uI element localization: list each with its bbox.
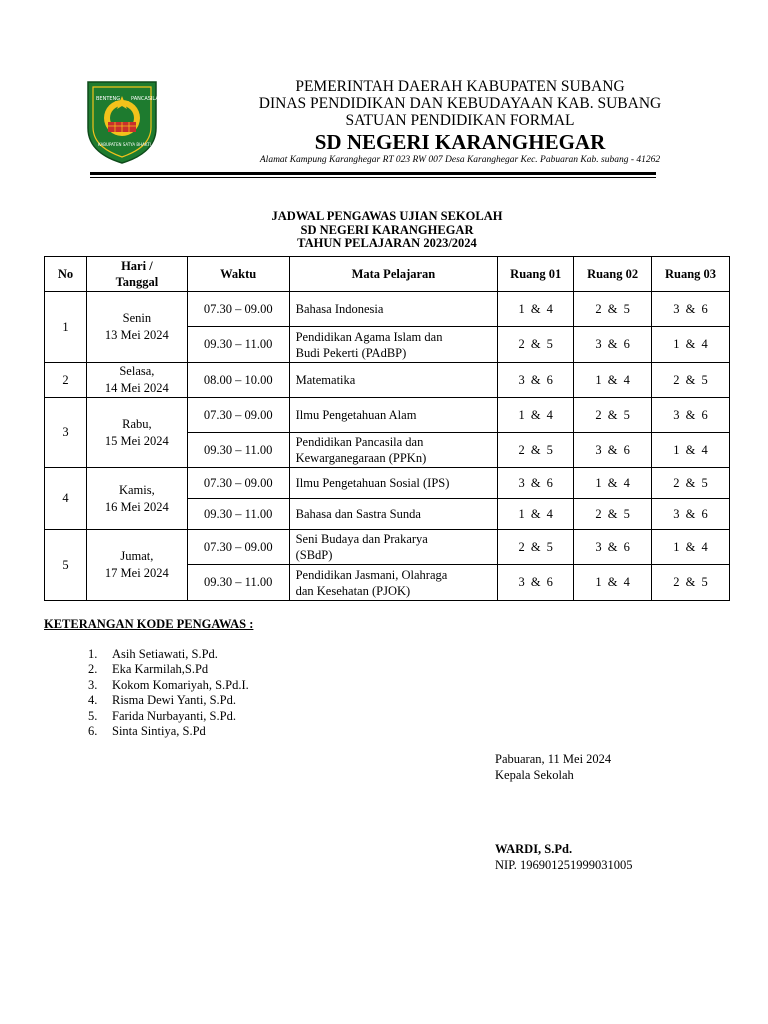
letterhead-divider-thin	[90, 177, 656, 178]
cell-hari-tanggal: Selasa, 14 Mei 2024	[86, 363, 187, 398]
cell-mata-pelajaran: Bahasa dan Sastra Sunda	[289, 499, 498, 530]
list-item-number: 2.	[88, 662, 98, 677]
cell-waktu: 07.30 – 09.00	[187, 468, 289, 499]
cell-waktu: 07.30 – 09.00	[187, 292, 289, 327]
cell-ruang-02: 1 & 4	[574, 565, 652, 601]
list-item-number: 6.	[88, 724, 98, 739]
list-item-name: Risma Dewi Yanti, S.Pd.	[112, 693, 236, 708]
cell-ruang-02: 1 & 4	[574, 363, 652, 398]
svg-text:PANCASILA: PANCASILA	[131, 96, 159, 102]
cell-ruang-01: 3 & 6	[498, 363, 574, 398]
title-line-1: JADWAL PENGAWAS UJIAN SEKOLAH	[271, 209, 503, 223]
cell-hari-tanggal: Rabu, 15 Mei 2024	[86, 398, 187, 468]
cell-mata-pelajaran: Seni Budaya dan Prakarya (SBdP)	[289, 530, 498, 565]
cell-ruang-03: 2 & 5	[652, 363, 730, 398]
cell-waktu: 09.30 – 11.00	[187, 327, 289, 363]
cell-ruang-03: 2 & 5	[652, 565, 730, 601]
table-row	[45, 363, 730, 398]
list-item-number: 1.	[88, 647, 98, 661]
cell-mata-pelajaran: Bahasa Indonesia	[289, 292, 498, 327]
cell-hari-tanggal: Senin 13 Mei 2024	[86, 292, 187, 363]
cell-ruang-02: 3 & 6	[574, 327, 652, 363]
cell-ruang-03: 3 & 6	[652, 398, 730, 433]
letterhead-department: DINAS PENDIDIKAN DAN KEBUDAYAAN KAB. SUBANG	[258, 95, 662, 112]
cell-ruang-02: 2 & 5	[574, 292, 652, 327]
title-line-3: TAHUN PELAJARAN 2023/2024	[297, 236, 477, 250]
cell-ruang-02: 1 & 4	[574, 468, 652, 499]
table-row	[45, 292, 730, 327]
cell-mata-pelajaran: Ilmu Pengetahuan Sosial (IPS)	[289, 468, 498, 499]
cell-ruang-03: 3 & 6	[652, 292, 730, 327]
cell-no: 2	[45, 363, 87, 398]
cell-ruang-03: 1 & 4	[652, 530, 730, 565]
signature-name: WARDI, S.Pd.	[495, 842, 573, 856]
cell-ruang-03: 3 & 6	[652, 499, 730, 530]
cell-ruang-03: 2 & 5	[652, 468, 730, 499]
signature-role: Kepala Sekolah	[495, 768, 574, 782]
list-item-name: Kokom Komariyah, S.Pd.I.	[112, 677, 249, 692]
document-title	[44, 210, 730, 251]
cell-no: 5	[45, 530, 87, 601]
svg-text:KABUPATEN SATYA BHAKTI: KABUPATEN SATYA BHAKTI	[98, 142, 151, 147]
title-line-2: SD NEGERI KARANGHEGAR	[300, 222, 474, 237]
header-hari-tanggal	[86, 257, 187, 292]
keterangan-heading: KETERANGAN KODE PENGAWAS :	[44, 617, 254, 631]
cell-mata-pelajaran: Pendidikan Jasmani, Olahraga dan Kesehatan (PJOK)	[289, 565, 498, 601]
list-item-name: Asih Setiawati, S.Pd.	[112, 647, 218, 661]
cell-ruang-02: 2 & 5	[574, 398, 652, 433]
cell-ruang-02: 3 & 6	[574, 433, 652, 468]
cell-waktu: 07.30 – 09.00	[187, 398, 289, 433]
header-ruang-03: Ruang 03	[652, 257, 730, 292]
signature-block	[495, 751, 611, 783]
list-item	[88, 662, 249, 677]
list-item	[88, 693, 249, 708]
schedule-body	[45, 292, 730, 601]
cell-mata-pelajaran: Matematika	[289, 363, 498, 398]
table-row	[45, 468, 730, 499]
cell-mata-pelajaran: Pendidikan Pancasila dan Kewarganegaraan (PPKn)	[289, 433, 498, 468]
cell-mata-pelajaran: Ilmu Pengetahuan Alam	[289, 398, 498, 433]
list-item-number: 4.	[88, 693, 98, 708]
list-item	[88, 647, 249, 662]
signature-nip: NIP. 196901251999031005	[495, 858, 633, 872]
cell-waktu: 09.30 – 11.00	[187, 565, 289, 601]
letterhead-divider-thick	[90, 172, 656, 175]
letterhead-government: PEMERINTAH DAERAH KABUPATEN SUBANG	[295, 78, 625, 95]
cell-ruang-01: 2 & 5	[498, 433, 574, 468]
cell-ruang-03: 1 & 4	[652, 327, 730, 363]
cell-ruang-02: 3 & 6	[574, 530, 652, 565]
list-item	[88, 678, 249, 693]
header-ruang-02: Ruang 02	[574, 257, 652, 292]
list-item-name: Sinta Sintiya, S.Pd	[112, 724, 206, 739]
list-item	[88, 709, 249, 724]
letterhead-address: Alamat Kampung Karanghegar RT 023 RW 007 Desa Karanghegar Kec. Pabuaran Kab. subang - 41262	[259, 155, 661, 165]
list-item-name: Farida Nurbayanti, S.Pd.	[112, 708, 236, 723]
letterhead-unit: SATUAN PENDIDIKAN FORMAL	[345, 112, 575, 129]
cell-no: 1	[45, 292, 87, 363]
cell-no: 3	[45, 398, 87, 468]
cell-ruang-01: 2 & 5	[498, 530, 574, 565]
cell-ruang-01: 2 & 5	[498, 327, 574, 363]
supervisor-list	[88, 647, 249, 739]
cell-waktu: 09.30 – 11.00	[187, 433, 289, 468]
header-hari-tanggal-text: Hari / Tanggal	[115, 259, 159, 289]
list-item-name: Eka Karmilah,S.Pd	[112, 662, 209, 677]
table-row	[45, 398, 730, 433]
signature-place-date: Pabuaran, 11 Mei 2024	[495, 752, 612, 766]
cell-waktu: 08.00 – 10.00	[187, 363, 289, 398]
header-no: No	[45, 257, 87, 292]
table-header-row	[45, 257, 730, 292]
letterhead-school-name: SD NEGERI KARANGHEGAR	[314, 130, 606, 154]
cell-mata-pelajaran: Pendidikan Agama Islam dan Budi Pekerti (PAdBP)	[289, 327, 498, 363]
letterhead	[160, 78, 760, 166]
cell-ruang-03: 1 & 4	[652, 433, 730, 468]
cell-ruang-01: 1 & 4	[498, 398, 574, 433]
header-ruang-01: Ruang 01	[498, 257, 574, 292]
cell-waktu: 09.30 – 11.00	[187, 499, 289, 530]
header-waktu: Waktu	[187, 257, 289, 292]
cell-waktu: 07.30 – 09.00	[187, 530, 289, 565]
cell-ruang-02: 2 & 5	[574, 499, 652, 530]
list-item-number: 3.	[88, 677, 98, 692]
schedule-table	[44, 256, 730, 601]
cell-ruang-01: 3 & 6	[498, 468, 574, 499]
cell-hari-tanggal: Jumat, 17 Mei 2024	[86, 530, 187, 601]
regency-emblem-logo	[84, 78, 160, 164]
header-mata-pelajaran: Mata Pelajaran	[289, 257, 498, 292]
svg-text:BENTENG: BENTENG	[96, 96, 121, 102]
table-row	[45, 530, 730, 565]
cell-hari-tanggal: Kamis, 16 Mei 2024	[86, 468, 187, 530]
cell-no: 4	[45, 468, 87, 530]
list-item-number: 5.	[88, 708, 98, 723]
cell-ruang-01: 1 & 4	[498, 292, 574, 327]
list-item	[88, 724, 249, 739]
cell-ruang-01: 3 & 6	[498, 565, 574, 601]
cell-ruang-01: 1 & 4	[498, 499, 574, 530]
